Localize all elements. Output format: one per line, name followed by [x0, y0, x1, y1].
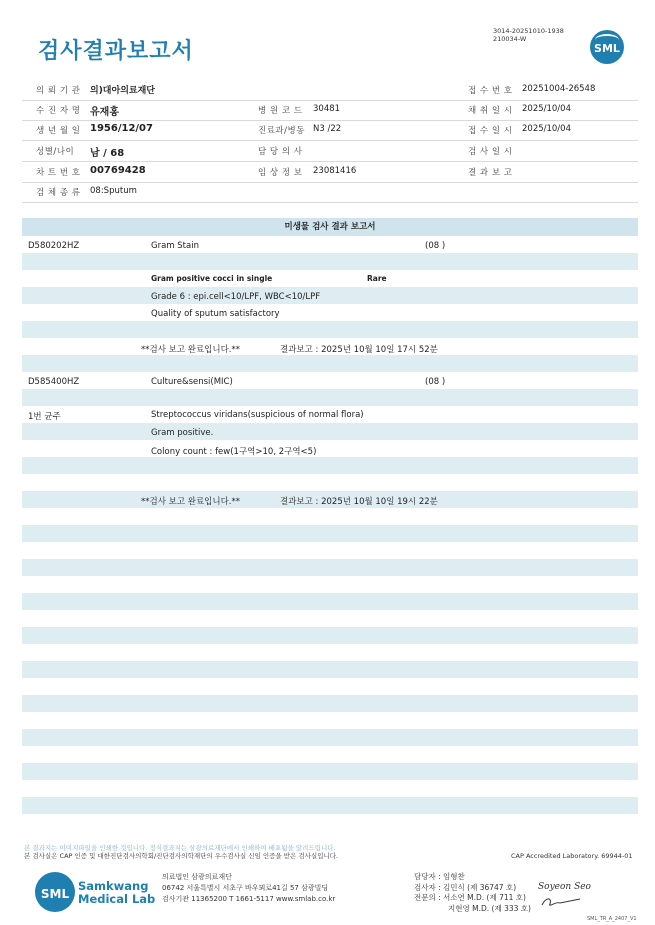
quality-line: Quality of sputum satisfactory [151, 309, 280, 319]
tester: 검사자 : 김민식 (제 36747 호) [414, 882, 517, 892]
stripe [22, 389, 638, 406]
stripe [22, 729, 638, 746]
report-time-1: 결과보고 : 2025년 10월 10일 17시 52분 [280, 345, 438, 355]
signature-1: Soyeon Seo [538, 882, 591, 892]
organism-gram: Gram positive. [151, 428, 214, 438]
stripe [22, 355, 638, 372]
stripe [22, 253, 638, 270]
organism-name: Streptococcus viridans(suspicious of normal flora) [151, 410, 364, 420]
stripe [22, 593, 638, 610]
info-row-3: 생 년 월 일 1956/12/07 진료과/병동 N3 /22 접 수 일 시 2025/10/04 [22, 120, 638, 141]
stripe [22, 627, 638, 644]
complete-message-2: **검사 보고 완료입니다.** [141, 497, 241, 507]
stripe [22, 661, 638, 678]
print-notice: 본 결과지는 이미지파일을 인쇄한 것입니다. 정식결과지는 삼광의료재단에서 인쇄하여 배포됨을 알려드립니다. [24, 844, 336, 852]
manager: 담당자 : 임형찬 [414, 872, 465, 881]
stripe [22, 559, 638, 576]
test2-code: D585400HZ [28, 377, 80, 387]
stripe [22, 695, 638, 712]
document-id-line1: 3014-20251010-1938 [493, 27, 564, 35]
info-row-1: 의 뢰 기 관 의)대아의료재단 접 수 번 호 20251004-26548 [22, 80, 638, 101]
collect-date-value: 2025/10/04 [522, 104, 571, 114]
cap-accreditation: CAP Accredited Laboratory. 69944-01 [511, 852, 633, 860]
chart-no-value: 00769428 [90, 165, 146, 176]
report-title: 검사결과보고서 [38, 39, 194, 64]
stripe [22, 457, 638, 474]
patient-name-value: 유재홍 [90, 107, 119, 118]
stripe [22, 525, 638, 542]
institution-value: 의)대아의료재단 [90, 86, 155, 96]
receipt-date-value: 2025/10/04 [522, 124, 571, 134]
info-row-4: 성별/나이 남 / 68 담 당 의 사 검 사 일 시 [22, 141, 638, 162]
specialist-2: 지현영 M.D. (제 333 호) [448, 903, 531, 913]
hospital-code-value: 30481 [313, 104, 341, 114]
test1-no: (08 ) [425, 241, 446, 251]
grade-line: Grade 6 : epi.cell<10/LPF, WBC<10/LPF [151, 292, 321, 302]
dob-value: 1956/12/07 [90, 123, 153, 134]
complete-message-1: **검사 보고 완료입니다.** [141, 345, 241, 355]
test2-name: Culture&sensi(MIC) [151, 377, 233, 387]
report-time-2: 결과보고 : 2025년 10월 10일 19시 22분 [280, 497, 438, 507]
info-row-5: 차 트 번 호 00769428 임 상 정 보 23081416 결 과 보 고 [22, 162, 638, 183]
stripe [22, 423, 638, 440]
stripe [22, 763, 638, 780]
gram-finding: Gram positive cocci in single [151, 274, 273, 283]
stripe [22, 287, 638, 304]
organism-label: 1번 균주 [28, 412, 61, 422]
info-row-6: 검 체 종 류 08:Sputum [22, 182, 638, 203]
specialist-1: 전문의 : 서소연 M.D. (제 711 호) [414, 893, 526, 902]
staff-list [414, 872, 531, 914]
info-row-2: 수 진 자 명 유재홍 병 원 코 드 30481 채 취 일 시 2025/10/04 [22, 100, 638, 121]
form-number: SML_TR_A_2407_V1 [587, 916, 637, 922]
sml-footer-logo: SML [35, 872, 75, 912]
document-id-line2: 210034-W [493, 35, 527, 43]
lab-address: 의료법인 삼광의료재단 06742 서울특별시 서초구 바우뫼로41길 57 삼광빌딩 검사기관 11365200 T 1661-5117 www.smlab.co.kr [162, 873, 336, 903]
sml-logo: SML [590, 30, 624, 64]
brand-name: Samkwang Medical Lab [78, 879, 156, 906]
section-title: 미생물 검사 결과 보고서 [22, 218, 638, 236]
accreditation-notice: 본 검사실은 CAP 인증 및 대한진단검사의학회/진단검사의학재단의 우수검사실 신임 인증을 받은 검사실입니다. [24, 852, 339, 860]
clinical-value: 23081416 [313, 166, 357, 176]
document-id [493, 27, 564, 43]
stripe [22, 797, 638, 814]
signature-2 [540, 895, 582, 909]
specimen-value: 08:Sputum [90, 186, 137, 196]
stripe [22, 321, 638, 338]
test2-no: (08 ) [425, 377, 446, 387]
gram-finding-qty: Rare [367, 274, 387, 283]
test1-name: Gram Stain [151, 241, 199, 251]
colony-count: Colony count : few(1구역>10, 2구역<5) [151, 447, 317, 457]
test1-code: D580202HZ [28, 241, 80, 251]
sex-age-value: 남 / 68 [90, 148, 125, 159]
receipt-no-value: 20251004-26548 [522, 84, 596, 94]
dept-value: N3 /22 [313, 124, 342, 134]
